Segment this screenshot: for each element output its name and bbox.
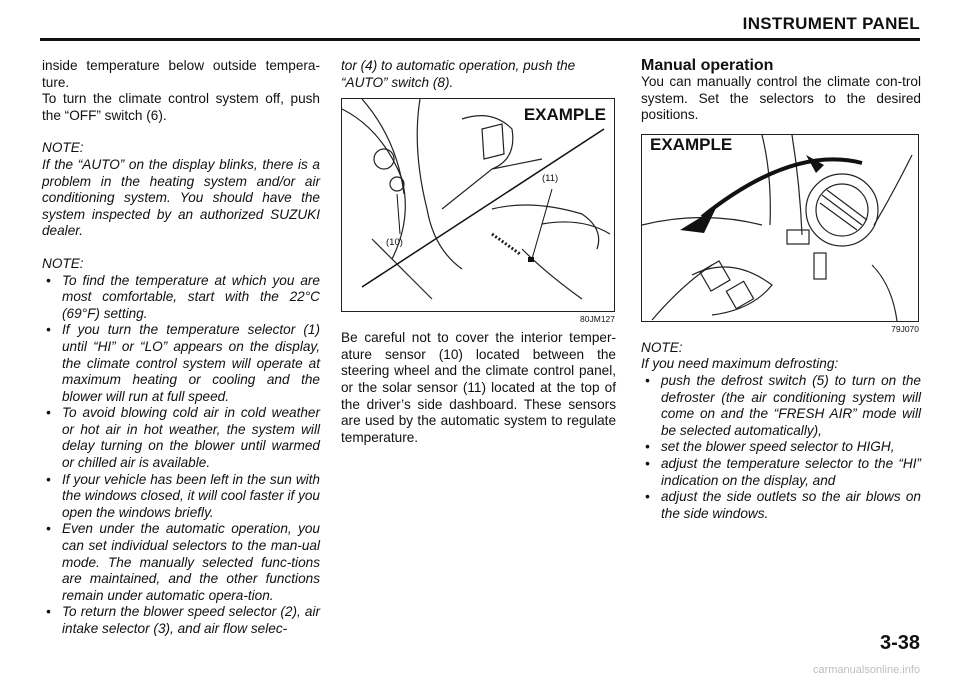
callout-solar-sensor: (11) (542, 173, 559, 185)
sensor-location-figure (341, 98, 615, 312)
column-1 (42, 58, 320, 638)
note-list-item: • adjust the side outlets so the air blows on the side windows. (645, 489, 921, 521)
note-list-item: • To avoid blowing cold air in cold weather or hot air in hot weather, the system will delay turning on the blower until warmed or chilled air is available. (46, 405, 320, 471)
figure-code: 79J070 (891, 323, 919, 334)
paragraph-temperature: inside temperature below outside tempera-ture. (42, 58, 320, 90)
note-label: NOTE: (42, 255, 84, 271)
paragraph-sensors: Be careful not to cover the interior temper-ature sensor (10) located between the steering wheel and the climate control panel, or the solar sensor (11) located at the top of the driver’s side dashboard. These sensors are used by the automatic system to regulate temperature. (341, 330, 616, 445)
column-2 (341, 58, 616, 446)
section-heading: Manual operation (641, 57, 774, 74)
example-label: EXAMPLE (523, 105, 606, 125)
header-rule (40, 38, 920, 41)
watermark: carmanualsonline.info (812, 664, 920, 676)
note-list-item: • If your vehicle has been left in the sun with the windows closed, it will cool faster if you open the windows briefly. (46, 471, 320, 520)
defroster-vent-illustration (642, 135, 918, 321)
note-list-item: • adjust the temperature selector to the “HI” indication on the display, and (645, 455, 921, 488)
paragraph-auto-continuation: tor (4) to automatic operation, push the “AUTO” switch (8). (341, 58, 576, 90)
column-3 (641, 58, 921, 522)
note-intro: If you need maximum defrosting: (641, 356, 839, 372)
note-text: If the “AUTO” on the display blinks, there is a problem in the heating system and/or air conditioning system. You should have the system inspected by an authorized SUZUKI dealer. (42, 156, 320, 239)
paragraph-manual-intro: You can manually control the climate con-trol system. Set the selectors to the desired positions. (641, 74, 921, 123)
note-list-item: • To find the temperature at which you are most comfortable, start with the 22°C (69°F) setting. (46, 272, 320, 321)
note-label: NOTE: (641, 339, 683, 355)
section-title: INSTRUMENT PANEL (742, 14, 920, 33)
note-list-item: • To return the blower speed selector (2), air intake selector (3), and air flow selec- (46, 604, 320, 636)
callout-interior-sensor: (10) (386, 237, 403, 249)
figure-code: 80JM127 (580, 314, 615, 325)
note-list-item: • Even under the automatic operation, you can set individual selectors to the man-ual mode. The manually selected func-tions are maintained, and the other functions remain under automatic opera-tion. (46, 521, 320, 603)
note-label: NOTE: (42, 140, 84, 156)
page-number: 3-38 (879, 632, 920, 654)
dashboard-sensors-illustration (342, 99, 614, 311)
note-list-item: • push the defrost switch (5) to turn on the defroster (the air conditioning system will come on and the “FRESH AIR” mode will be selected automatically), (645, 372, 921, 438)
paragraph-off-switch: To turn the climate control system off, push the “OFF” switch (6). (42, 91, 320, 123)
example-label: EXAMPLE (650, 134, 733, 154)
note-list-item: • If you turn the temperature selector (1) until “HI” or “LO” appears on the display, the climate control system will operate at maximum heating or cooling and the blower will run at full speed. (46, 322, 320, 404)
note-list-item: • set the blower speed selector to HIGH, (645, 439, 895, 455)
defrost-figure (641, 134, 919, 322)
